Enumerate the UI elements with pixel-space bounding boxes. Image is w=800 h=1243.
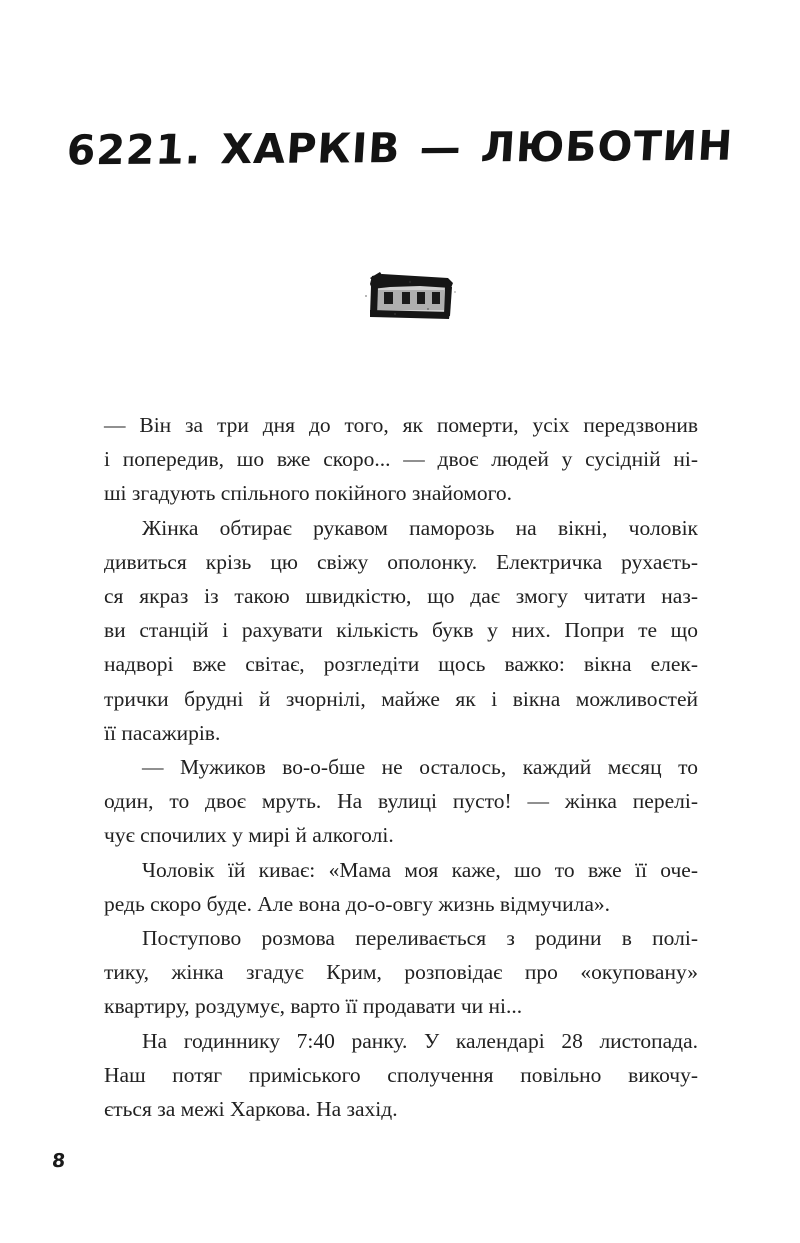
text-line: її пасажирів. (104, 720, 221, 745)
text-line: квартиру, роздумує, варто її продавати чи ні... (104, 994, 523, 1019)
paragraph (104, 1024, 698, 1127)
text-line: один, то двоє мруть. На вулиці пусто! — жінка перелі- (104, 789, 698, 814)
paragraph (104, 921, 698, 1024)
paragraph (104, 408, 698, 511)
page-number: 8 (51, 1150, 67, 1172)
text-line: і попередив, шо вже скоро... — двоє людей у сусідній ні- (104, 447, 698, 472)
text-line: ші згадують спільного покійного знайомого. (104, 481, 513, 506)
text-line: Наш потяг приміського сполучення повільно викочу- (104, 1062, 698, 1087)
text-line: На годиннику 7:40 ранку. У календарі 28 листопада. (142, 1028, 698, 1053)
text-line: чує спочилих у мирі й алкоголі. (104, 823, 394, 848)
text-line: — Мужиков во-о-бше не осталось, каждий мєсяц то (142, 755, 698, 780)
text-line: надворі вже світає, розгледіти щось важко: вікна елек- (104, 652, 698, 677)
text-line: Поступово розмова переливається з родини в полі- (142, 926, 698, 951)
body-text (104, 408, 698, 1126)
train-stamp-illustration (360, 266, 460, 326)
text-line: ви станцій і рахувати кількість букв у них. Попри те що (104, 618, 698, 643)
text-line: — Він за три дня до того, як померти, усіх передзвонив (104, 413, 698, 437)
text-line: ється за межі Харкова. На захід. (104, 1097, 398, 1122)
chapter-title: 6221. ХАРКІВ — ЛЮБОТИН (65, 121, 735, 175)
text-line: ся якраз із такою швидкістю, що дає змогу читати наз- (104, 584, 698, 609)
text-line: тику, жінка згадує Крим, розповідає про «окуповану» (104, 960, 698, 985)
paragraph (104, 750, 698, 853)
text-line: дивиться крізь цю свіжу ополонку. Електричка рухаєть- (104, 549, 698, 574)
text-line: Жінка обтирає рукавом паморозь на вікні, чоловік (142, 515, 698, 540)
text-line: Чоловік їй киває: «Мама моя каже, шо то вже її оче- (142, 857, 698, 882)
train-stamp-svg (360, 266, 460, 326)
text-line: редь скоро буде. Але вона до-о-овгу жизнь відмучила». (104, 891, 611, 916)
paragraph (104, 511, 698, 750)
text-line: трички брудні й зчорнілі, майже як і вікна можливостей (104, 686, 698, 711)
paragraph (104, 853, 698, 921)
